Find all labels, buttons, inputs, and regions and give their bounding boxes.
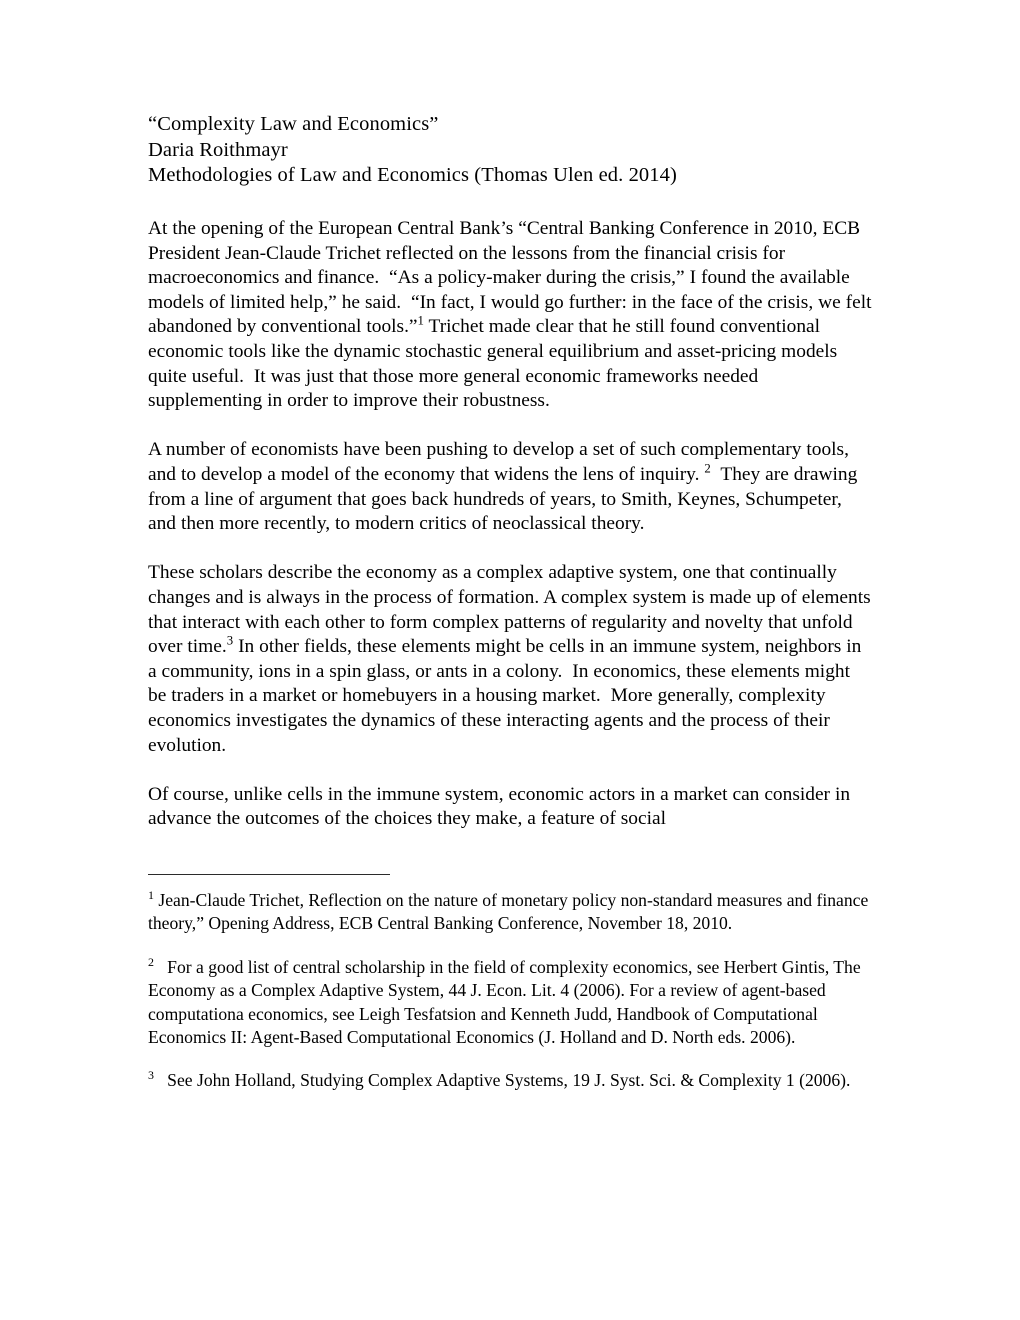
body-paragraph-4: Of course, unlike cells in the immune system, economic actors in a market can consider in advance the outcomes of the choices they make, a feature of social bbox=[148, 783, 855, 830]
footnote-number-3: 3 bbox=[148, 1068, 154, 1083]
footnote-1: $^1$ Jean-Claude Trichet, Reflection on the nature of monetary policy non-standard measures and finance theory,” Opening Address, ECB Central Banking Conference, November 18, 2010. bbox=[148, 888, 873, 934]
paragraph-spacer bbox=[148, 758, 872, 783]
footnote-reference-1[interactable]: 1 bbox=[417, 314, 424, 328]
footnote-number-1: 1 bbox=[148, 888, 154, 903]
paragraph-spacer bbox=[148, 193, 872, 218]
footnote-reference-3[interactable]: 3 bbox=[226, 633, 234, 648]
footnote-reference-2[interactable]: 2 bbox=[704, 461, 711, 476]
footnote-number-2: 2 bbox=[148, 954, 154, 969]
body-paragraph-3: These scholars describe the economy as a complex adaptive system, one that continually changes and is always in the process of formation. A complex system is made up of elements that interact with each other to form complex patterns of regularity and novelty that unfold over time.$^3$ In other fields, these elements might be cells in an immune system, neighbors in a community, ions in a spin glass, or ants in a colony. In economics, these elements might be traders in a market or homebuyers in a housing market. More generally, complexity economics investigates the dynamics of these interacting agents and the process of their evolution. bbox=[148, 562, 876, 756]
body-paragraph-1: At the opening of the European Central Bank’s “Central Banking Conference in 2010, ECB President Jean-Claude Trichet reflected on the lessons from the financial crisis for macroeconomics and finance. “As a policy-maker during the crisis,” I found the available models of limited help,” he said. “In fact, I would go further: in the face of the crisis, we felt abandoned by conventional tools.”$^1$ Trichet made clear that he still found conventional economic tools like the dynamic stochastic general equilibrium and asset-pricing models quite useful. It was just that those more general economic frameworks needed supplementing in order to improve their robustness. bbox=[148, 218, 877, 412]
paragraph-spacer bbox=[148, 414, 872, 439]
body-paragraph-2: A number of economists have been pushing to develop a set of such complementary tools, and to develop a model of the economy that widens the lens of inquiry. $^2$ They are drawing from a line of argument that goes back hundreds of years, to Smith, Keynes, Schumpeter, and then more recently, to modern critics of neoclassical theory. bbox=[148, 439, 863, 535]
document-title-block bbox=[148, 112, 872, 189]
title-line-author: Daria Roithmayr bbox=[148, 138, 288, 161]
paragraph-spacer bbox=[148, 537, 872, 562]
footnote-2: $^2$ For a good list of central scholarship in the field of complexity economics, see Herbert Gintis, The Economy as a Complex Adaptive System, 44 J. Econ. Lit. 4 (2006). For a review of agent-based computationa economics, see Leigh Tesfatsion and Kenneth Judd, Handbook of Computational Economics II: Agent-Based Computational Economics (J. Holland and D. North eds. 2006). bbox=[148, 954, 866, 1048]
title-line-work: “Complexity Law and Economics” bbox=[148, 113, 439, 135]
footnote-separator-rule bbox=[148, 874, 390, 875]
footnote-3: $^3$ See John Holland, Studying Complex Adaptive Systems, 19 J. Syst. Sci. & Complexity 1 (2006). bbox=[148, 1068, 851, 1091]
document-body bbox=[148, 112, 877, 832]
title-line-publication: Methodologies of Law and Economics (Thomas Ulen ed. 2014) bbox=[148, 164, 677, 186]
footnote-area bbox=[148, 874, 872, 1093]
